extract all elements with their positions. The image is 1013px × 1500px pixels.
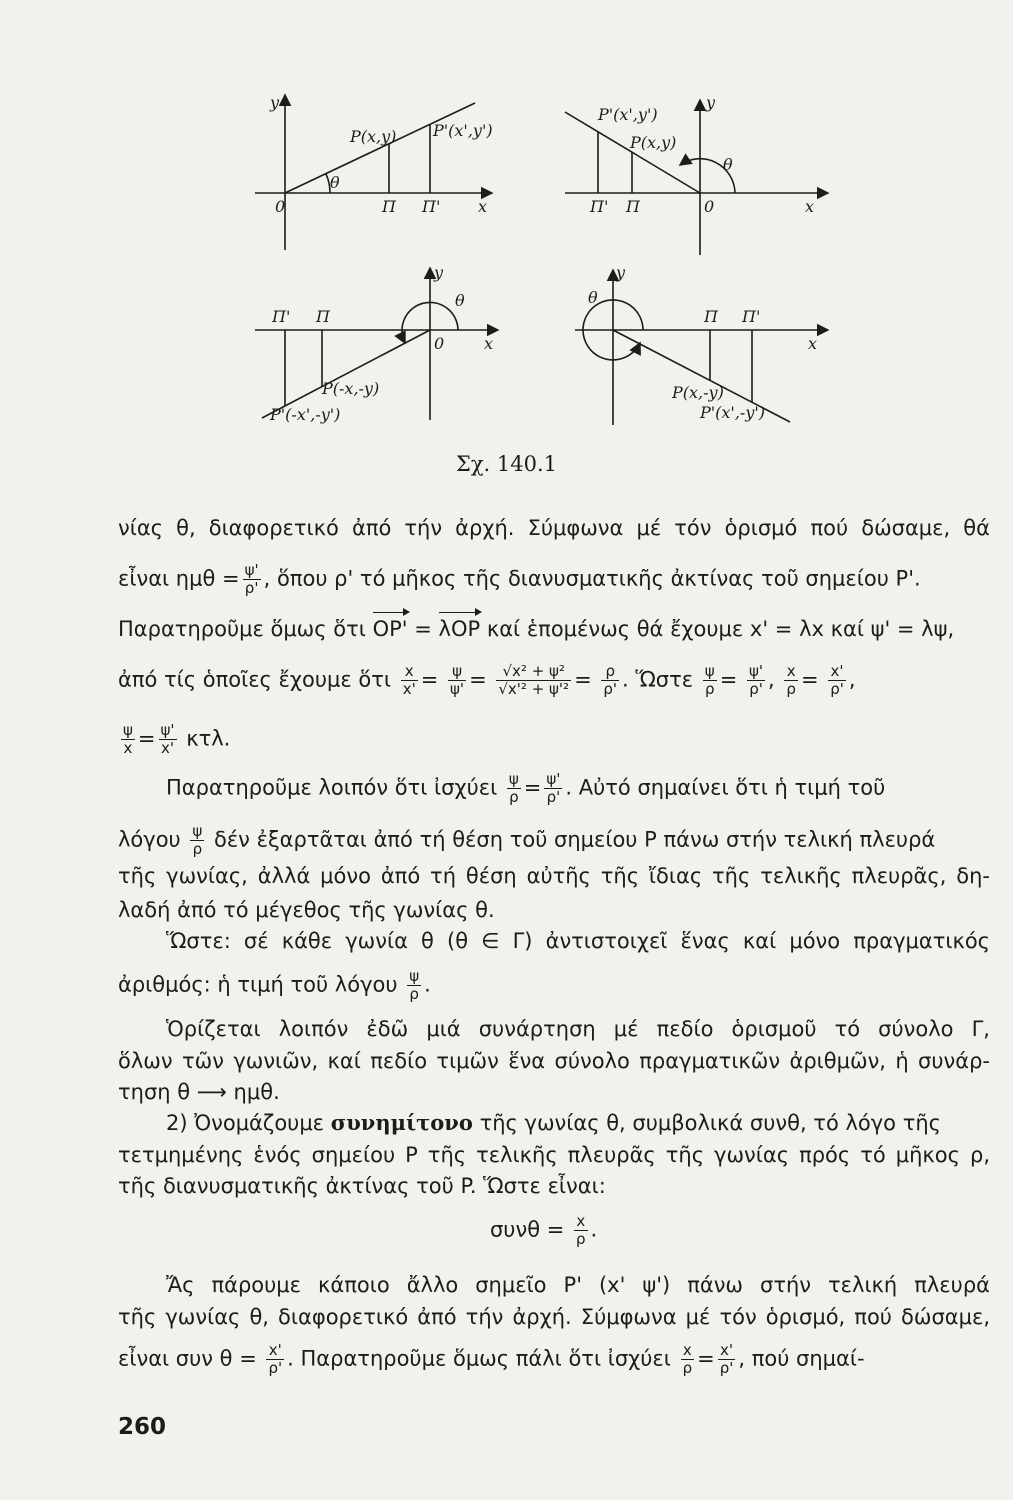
text-line-6: Παρατηροῦμε λοιπόν ὅτι ἰσχύει $\frac{\psi}{\rho}$ = $\frac{\psi'}{\rho'}$ . Αὐτό σημαίνει ὅτι ἡ τιμή τοῦ bbox=[166, 770, 886, 806]
panel2-p-label: P(x,y) bbox=[630, 133, 677, 152]
panel1-terminal-side bbox=[285, 103, 475, 193]
text-line-5: $\frac{\psi}{x}$ = $\frac{\psi'}{x'}$ κτλ. bbox=[123, 721, 231, 757]
panel3-theta-label: θ bbox=[455, 291, 465, 310]
panel3-origin-label: 0 bbox=[434, 334, 445, 353]
panel2-theta-label: θ bbox=[723, 155, 733, 174]
text-line-15: 2) Ὀνομάζουμε συνημίτονο τῆς γωνίας θ, συμβολικά συνθ, τό λόγο τῆς bbox=[166, 1110, 941, 1135]
fraction-psip-rhop: $\frac{\psi'}{\rho'}$ bbox=[244, 561, 259, 597]
text-line-14: τηση θ ⟶ ημθ. bbox=[118, 1080, 280, 1104]
text-line-17: τῆς διανυσματικῆς ἀκτίνας τοῦ P. Ὥστε εἶναι: bbox=[118, 1174, 606, 1198]
panel1-pip-label: Π' bbox=[422, 197, 441, 216]
panel4-x-label: x bbox=[808, 334, 818, 353]
panel2-pi-label: Π bbox=[626, 197, 640, 216]
text-line-10: Ὥστε: σέ κάθε γωνία θ (θ ∈ Γ) ἀντιστοιχεῖ ἕνας καί μόνο πραγματικός bbox=[166, 929, 990, 953]
figure-caption: Σχ. 140.1 bbox=[455, 452, 558, 476]
text-line-8: τῆς γωνίας, ἀλλά μόνο ἀπό τή θέση αὐτῆς τῆς ἴδιας τῆς τελικῆς πλευρᾶς, δη- bbox=[118, 864, 990, 888]
panel4-pi-label: Π bbox=[704, 307, 718, 326]
text-line-18: συνθ = $\frac{x}{\rho}$ . bbox=[490, 1212, 598, 1248]
panel3-pp-label: P'(-x',-y') bbox=[270, 405, 341, 424]
panel3-x-label: x bbox=[484, 334, 494, 353]
text-line-13: ὅλων τῶν γωνιῶν, καί πεδίο τιμῶν ἕνα σύνολο πραγματικῶν ἀριθμῶν, ἡ συνάρ- bbox=[118, 1049, 990, 1073]
text-line-3: Παρατηροῦμε ὅμως ὅτι OP' = λOP καί ἑπομένως θά ἔχουμε x' = λx καί ψ' = λψ, bbox=[118, 614, 990, 644]
text-line-4: ἀπό τίς ὁποῖες ἔχουμε ὅτι $\frac{x}{x'}$ = $\frac{\psi}{\psi'}$ = $\frac{\text{√x² + ψ²}}{\text{√x'² + ψ'²}}$ = $\frac{\rho}{\rho'}$ . Ὥστε $\frac{\psi}{\rho}$ = $\frac{\psi'}{\rho'}$ , $\frac{x}{\rho}$ = $\frac{x'}{\rho'}$ , bbox=[118, 662, 856, 698]
text-line-7: λόγου $\frac{\psi}{\rho}$ δέν ἐξαρτᾶται ἀπό τή θέση τοῦ σημείου P πάνω στήν τελική πλευρά bbox=[118, 822, 936, 858]
vector-op-prime: OP' bbox=[373, 614, 408, 644]
text-line-1: νίας θ, διαφορετικό ἀπό τήν ἀρχή. Σύμφωνα μέ τόν ὁρισμό πού δώσαμε, θά bbox=[118, 516, 990, 540]
panel4-p-label: P(x,-y) bbox=[672, 383, 724, 402]
panel1-pi-label: Π bbox=[382, 197, 396, 216]
panel1-theta-label: θ bbox=[330, 173, 340, 192]
panel3-p-label: P(-x,-y) bbox=[322, 379, 380, 398]
term-synimitono: συνημίτονο bbox=[330, 1110, 473, 1135]
panel2-x-label: x bbox=[805, 197, 815, 216]
fraction-radicals: $\frac{\text{√x² + ψ²}}{\text{√x'² + ψ'²}}$ bbox=[498, 662, 570, 698]
panel2-pp-label: P'(x',y') bbox=[598, 105, 658, 124]
text-line-11: ἀριθμός: ἡ τιμή τοῦ λόγου $\frac{\psi}{\rho}$ . bbox=[118, 967, 431, 1003]
panel4-y-label: y bbox=[616, 263, 626, 282]
text-line-9: λαδή ἀπό τό μέγεθος τῆς γωνίας θ. bbox=[118, 898, 495, 922]
panel2-pip-label: Π' bbox=[590, 197, 609, 216]
vector-lambda-op: λOP bbox=[439, 614, 481, 644]
panel4-pip-label: Π' bbox=[742, 307, 761, 326]
panel2-y-label: y bbox=[706, 93, 716, 112]
panel3-pi-label: Π bbox=[316, 307, 330, 326]
text-line-12: Ὁρίζεται λοιπόν ἐδῶ μιά συνάρτηση μέ πεδίο ὁρισμοῦ τό σύνολο Γ, bbox=[166, 1017, 990, 1041]
panel1-origin-label: 0 bbox=[275, 197, 286, 216]
figure-140-1 bbox=[0, 0, 1013, 450]
panel1-x-label: x bbox=[478, 197, 488, 216]
panel3-pip-label: Π' bbox=[272, 307, 291, 326]
panel4-pp-label: P'(x',-y') bbox=[700, 403, 765, 422]
text-line-21: εἶναι συν θ = $\frac{x'}{\rho'}$ . Παρατηροῦμε ὅμως πάλι ὅτι ἰσχύει $\frac{x}{\rho}$ = $\frac{x'}{\rho'}$ , πού σημαί- bbox=[118, 1341, 865, 1377]
text-line-16: τετμημένης ἑνός σημείου P τῆς τελικῆς πλευρᾶς τῆς γωνίας πρός τό μῆκος ρ, bbox=[118, 1143, 990, 1167]
text-line-2: εἶναι ημθ = $\frac{\psi'}{\rho'}$ , ὅπου ρ' τό μῆκος τῆς διανυσματικῆς ἀκτίνας τοῦ σημείου P'. bbox=[118, 561, 921, 597]
panel1-p-label: P(x,y) bbox=[350, 127, 397, 146]
text-line-20: τῆς γωνίας θ, διαφορετικό ἀπό τήν ἀρχή. Σύμφωνα μέ τόν ὁρισμό, πού δώσαμε, bbox=[118, 1305, 990, 1329]
panel2-origin-label: 0 bbox=[704, 197, 715, 216]
page-number: 260 bbox=[118, 1414, 167, 1440]
text-line-19: Ἄς πάρουμε κάποιο ἄλλο σημεῖο P' (x' ψ') πάνω στήν τελική πλευρά bbox=[166, 1273, 990, 1297]
panel1-y-label: y bbox=[270, 93, 280, 112]
panel1-pp-label: P'(x',y') bbox=[433, 121, 493, 140]
panel3-y-label: y bbox=[434, 263, 444, 282]
panel4-theta-label: θ bbox=[588, 288, 598, 307]
